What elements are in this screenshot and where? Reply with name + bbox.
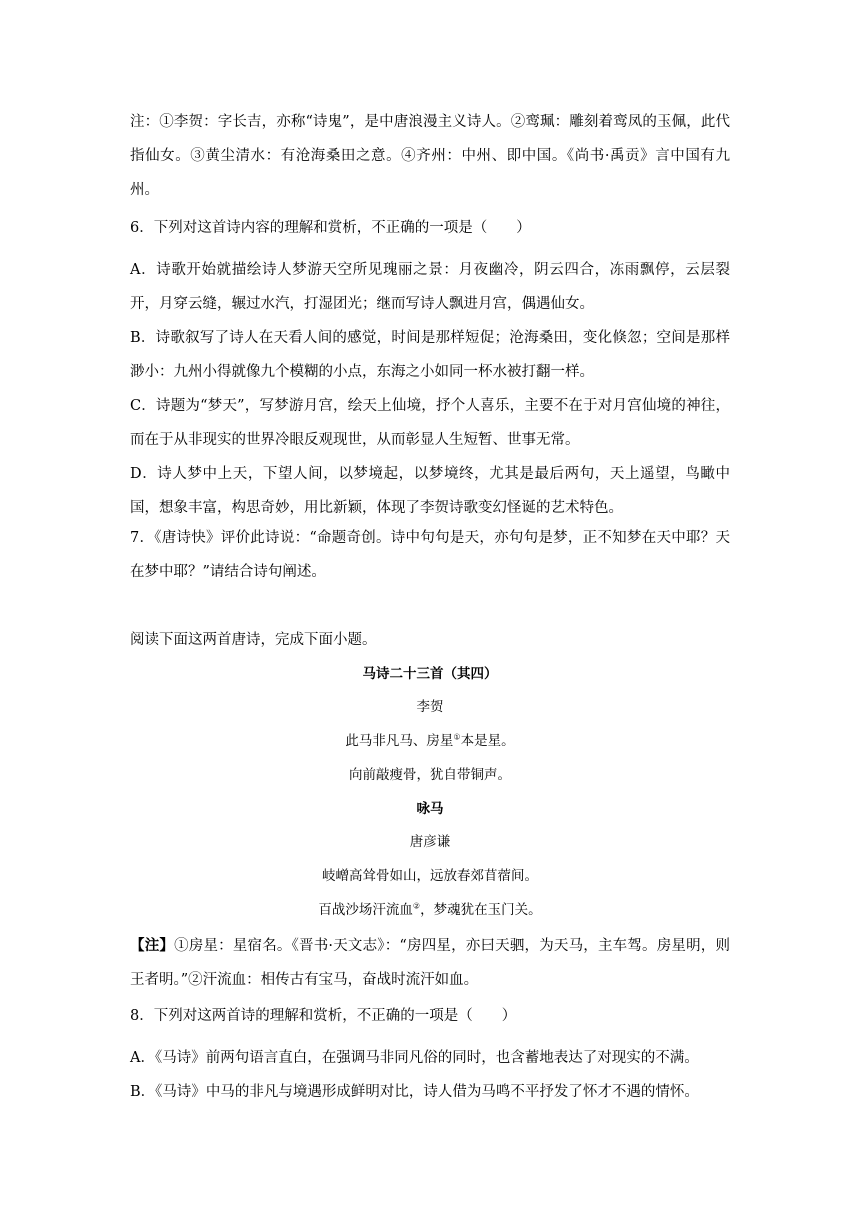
poem-2-line-2-text-a: 百战沙场汗流血 <box>318 902 413 918</box>
poem-1-title: 马诗二十三首（其四） <box>362 666 498 682</box>
poem-1-line-1-text-b: 本是星。 <box>460 733 515 749</box>
poem-2-title: 咏马 <box>416 801 444 817</box>
poem-1-line-2: 向前敲瘦骨，犹自带铜声。 <box>349 767 511 783</box>
question-8-stem: 8．下列对这两首诗的理解和赏析，不正确的一项是（ ） <box>130 1008 517 1024</box>
poem-1-author: 李贺 <box>416 699 444 715</box>
poem-2-line-2 <box>130 900 730 920</box>
poem-1-line-1 <box>130 731 730 751</box>
poem-2-line-1: 岐嶒高耸骨如山，远放春郊苜蓿间。 <box>322 868 538 884</box>
note-paragraph: 注：①李贺：字长吉，亦称“诗鬼”，是中唐浪漫主义诗人。②鸾珮：雕刻着鸾凤的玉佩，此代指仙女。③黄尘清水：有沧海桑田之意。④齐州：中州、即中国。《尚书·禹贡》言中国有九州。 <box>130 114 730 198</box>
notes-text: ①房星：星宿名。《晋书·天文志》：“房四星，亦曰天驷，为天马，主车驾。房星明，则王者明。”②汗流血：相传古有宝马，奋战时流汗如血。 <box>130 938 730 988</box>
question-6-option-d: D．诗人梦中上天，下望人间，以梦境起，以梦境终，尤其是最后两句，天上遥望，鸟瞰中国，想象丰富，构思奇妙，用比新颖，体现了李贺诗歌变幻怪诞的艺术特色。 <box>130 466 730 516</box>
question-8-option-a: A．《马诗》前两句语言直白，在强调马非同凡俗的同时，也含蓄地表达了对现实的不满。 <box>130 1050 699 1066</box>
poem-1-line-1-text-a: 此马非凡马、房星 <box>345 733 454 749</box>
footnote-marker-2: ② <box>412 901 421 911</box>
footnote-marker-1: ① <box>453 732 461 742</box>
question-6-stem: 6．下列对这首诗内容的理解和赏析，不正确的一项是（ ） <box>130 220 531 236</box>
question-7: 7．《唐诗快》评价此诗说：“命题奇创。诗中句句是天，亦句句是梦，正不知梦在天中耶？天在梦中耶？”请结合诗句阐述。 <box>130 530 730 580</box>
poem-2-author: 唐彦谦 <box>409 834 451 850</box>
question-6-option-a: A．诗歌开始就描绘诗人梦游天空所见瑰丽之景：月夜幽冷，阴云四合，冻雨飘停，云层裂开，月穿云缝，辗过水汽，打湿团光；继而写诗人飘进月宫，偶遇仙女。 <box>130 262 730 312</box>
poem-notes <box>130 929 730 997</box>
notes-label: 【注】 <box>130 937 175 954</box>
question-8-option-b: B．《马诗》中马的非凡与境遇形成鲜明对比，诗人借为马鸣不平抒发了怀才不遇的情怀。 <box>130 1084 699 1100</box>
question-6-option-c: C．诗题为“梦天”，写梦游月宫，绘天上仙境，抒个人喜乐，主要不在于对月宫仙境的神往，而在于从非现实的世界冷眼反观现世，从而彰显人生短暂、世事无常。 <box>130 398 730 448</box>
reading-intro: 阅读下面这两首唐诗，完成下面小题。 <box>130 632 377 648</box>
poem-2-line-2-text-b: ，梦魂犹在玉门关。 <box>420 902 542 918</box>
question-6-option-b: B．诗歌叙写了诗人在天看人间的感觉，时间是那样短促；沧海桑田，变化倏忽；空间是那样渺小：九州小得就像九个模糊的小点，东海之小如同一杯水被打翻一样。 <box>130 330 730 380</box>
